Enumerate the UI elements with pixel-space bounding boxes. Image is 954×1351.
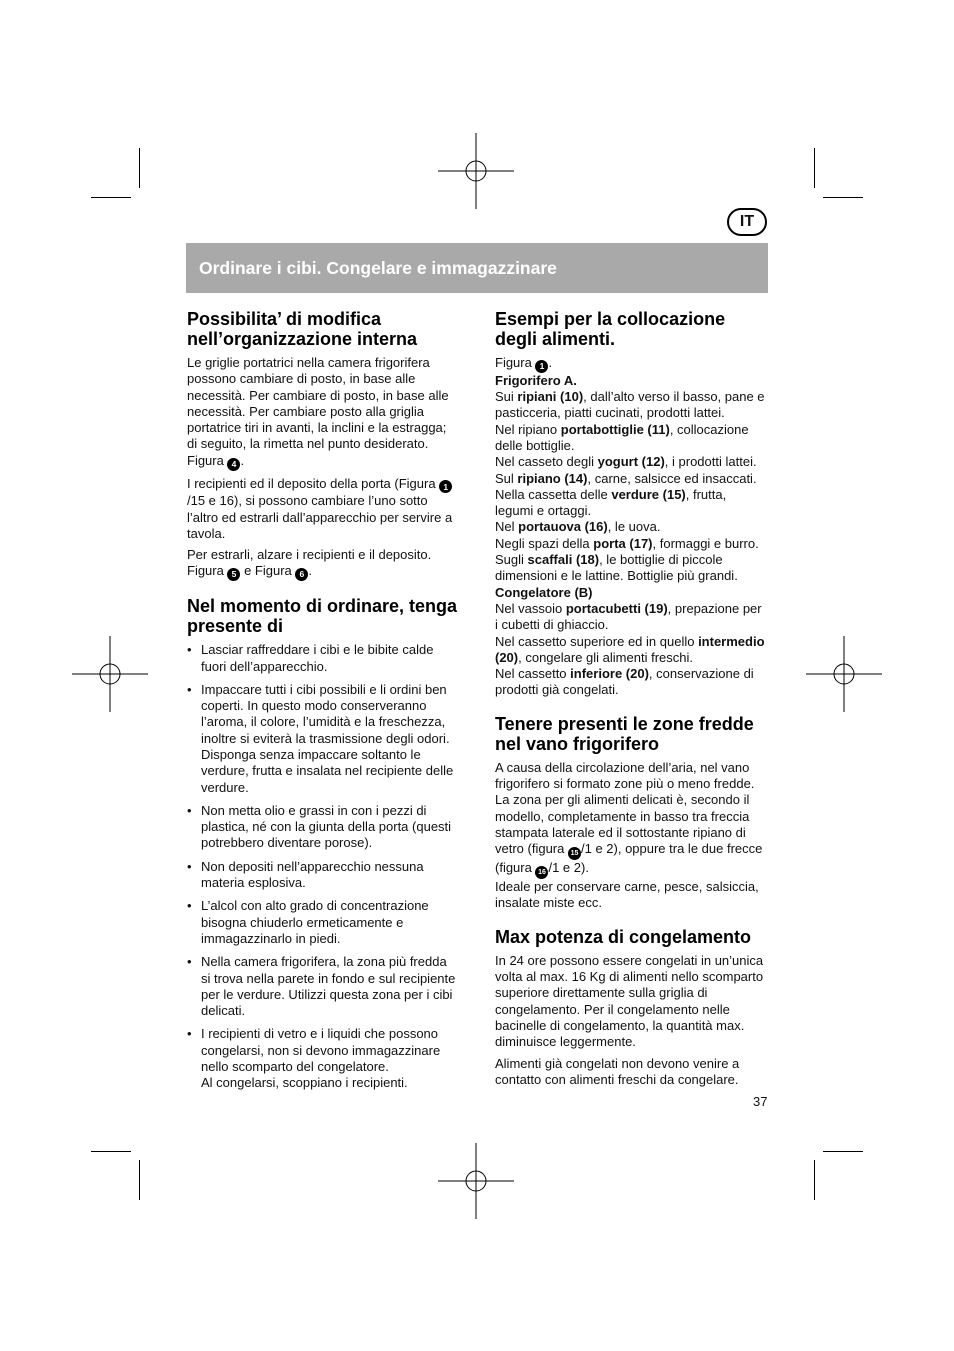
crop-mark <box>139 148 140 188</box>
section-banner <box>186 243 768 293</box>
section-title-max-potenza: Max potenza di congelamento <box>495 926 752 947</box>
crop-mark <box>91 197 131 198</box>
registration-mark-icon <box>72 636 148 712</box>
figure-number-icon: 6 <box>295 568 308 581</box>
figure-number-icon: 5 <box>227 568 240 581</box>
paragraph: I recipienti ed il deposito della porta (Figura 1/15 e 16), si possono cambiare l’uno sotto l’altro ed estrarli dall’apparecchio per servire a tavola. <box>187 475 453 541</box>
crop-mark <box>139 1160 140 1200</box>
list-item: • I recipienti di vetro e i liquidi che possono congelarsi, non si devono immagazzinare nello scomparto del congelatore. Al congelarsi, scoppiano i recipienti. <box>187 1026 459 1091</box>
list-item: • Non depositi nell’apparecchio nessuna materia esplosiva. <box>187 859 459 892</box>
crop-mark <box>823 1151 863 1152</box>
section-title-zone-fredde: Tenere presenti le zone fredde nel vano frigorifero <box>495 713 754 754</box>
registration-mark-icon <box>438 133 514 209</box>
figure-number-icon: 1 <box>439 480 452 493</box>
paragraph: In 24 ore possono essere congelati in un’unica volta al max. 16 Kg di alimenti nello scomparto superiore direttamente sulla griglia di congelamento. Per il congelamento nelle bacinelle di congelamento, la quantità max. diminuisce leggermente. <box>495 952 764 1050</box>
bullet-list <box>187 642 459 1091</box>
subheading-frigorifero: Frigorifero A. <box>495 372 577 388</box>
list-item: • Non metta olio e grassi in con i pezzi di plastica, né con la giunta della porta (questi potrebbero diventare porose). <box>187 803 459 852</box>
registration-mark-icon <box>806 636 882 712</box>
section-title-modifica: Possibilita’ di modifica nell’organizzazione interna <box>187 309 418 349</box>
paragraph: Per estrarli, alzare i recipienti e il deposito. Figura 5 e Figura 6 . <box>187 547 432 580</box>
page-number: 37 <box>753 1094 768 1109</box>
paragraph: Le griglie portatrici nella camera frigorifera possono cambiare di posto, in base alle necessità. Per cambiare di posto, in base alle necessità. Per cambiare posto alla griglia portatrice tiri in avanti, la inclini e la estragga; di seguito, la rimetta nel punto desiderato. Figura 4 . <box>187 355 449 469</box>
figure-number-icon: 16 <box>535 866 548 879</box>
left-column <box>187 309 459 1099</box>
figure-number-icon: 15 <box>568 847 581 860</box>
banner-title: Ordinare i cibi. Congelare e immagazzinare <box>199 257 557 278</box>
crop-mark <box>91 1151 131 1152</box>
figure-number-icon: 4 <box>227 458 240 471</box>
crop-mark <box>814 148 815 188</box>
language-badge: IT <box>727 208 767 236</box>
section-title-esempi: Esempi per la collocazione degli alimenti. <box>495 309 726 349</box>
list-item: • Lasciar raffreddare i cibi e le bibite calde fuori dell’apparecchio. <box>187 642 459 675</box>
examples-block: Figura 1 . Frigorifero A. Sui ripiani (10), dall’alto verso il basso, pane e pasticceria, piatti cucinati, prodotti lattei. Nel ripiano portabottiglie (11), collocazione delle bottiglie. Nel casseto degli yogurt (12), i prodotti lattei. Sul ripiano (14), carne, salsicce ed insaccati. Nella cassetta delle verdure (15), frutta, legumi e ortaggi. Nel portauova (16), le uova. Negli spazi della porta (17), formaggi e burro. Sugli scaffali (18), le bottiglie di piccole dimensioni e le lattine. Bottiglie più grandi. Congelatore (B) Nel vassoio portacubetti (19), prepazione per i cubetti di ghiaccio. Nel cassetto superiore ed in quello intermedio (20), congelare gli alimenti freschi. Nel cassetto inferiore (20), conservazione di prodotti già congelati. <box>495 355 767 699</box>
paragraph: A causa della circolazione dell’aria, nel vano frigorifero si formato zone più o meno fredde. La zona per gli alimenti delicati è, secondo il modello, completamente in basso tra freccia stampata laterale ed il sottostante ripiano di vetro (figura 15 /1 e 2), oppure tra le due frecce (figura 16 /1 e 2). Ideale per conservare carne, pesce, salsiccia, insalate miste ecc. <box>495 759 763 911</box>
crop-mark <box>814 1160 815 1200</box>
subheading-congelatore: Congelatore (B) <box>495 584 593 600</box>
paragraph: Alimenti già congelati non devono venire a contatto con alimenti freschi da congelare. <box>495 1055 740 1087</box>
section-title-ordinare: Nel momento di ordinare, tenga presente di <box>187 596 458 637</box>
list-item: • L’alcol con alto grado di concentrazione bisogna chiuderlo ermeticamente e immagazzinarlo in piedi. <box>187 898 459 947</box>
crop-mark <box>823 197 863 198</box>
list-item: • Nella camera frigorifera, la zona più fredda si trova nella parete in fondo e sul recipiente per le verdure. Utilizzi questa zona per i cibi delicati. <box>187 954 459 1019</box>
list-item: • Impaccare tutti i cibi possibili e li ordini ben coperti. In questo modo conserveranno l’aroma, il colore, l’umidità e la freschezza, inoltre si eviterà la trasmissione degli odori. Disponga senza impaccare soltanto le verdure, frutta e insalata nel recipiente delle verdure. <box>187 682 459 796</box>
right-column <box>495 309 767 1093</box>
registration-mark-icon <box>438 1143 514 1219</box>
figure-number-icon: 1 <box>535 360 548 373</box>
